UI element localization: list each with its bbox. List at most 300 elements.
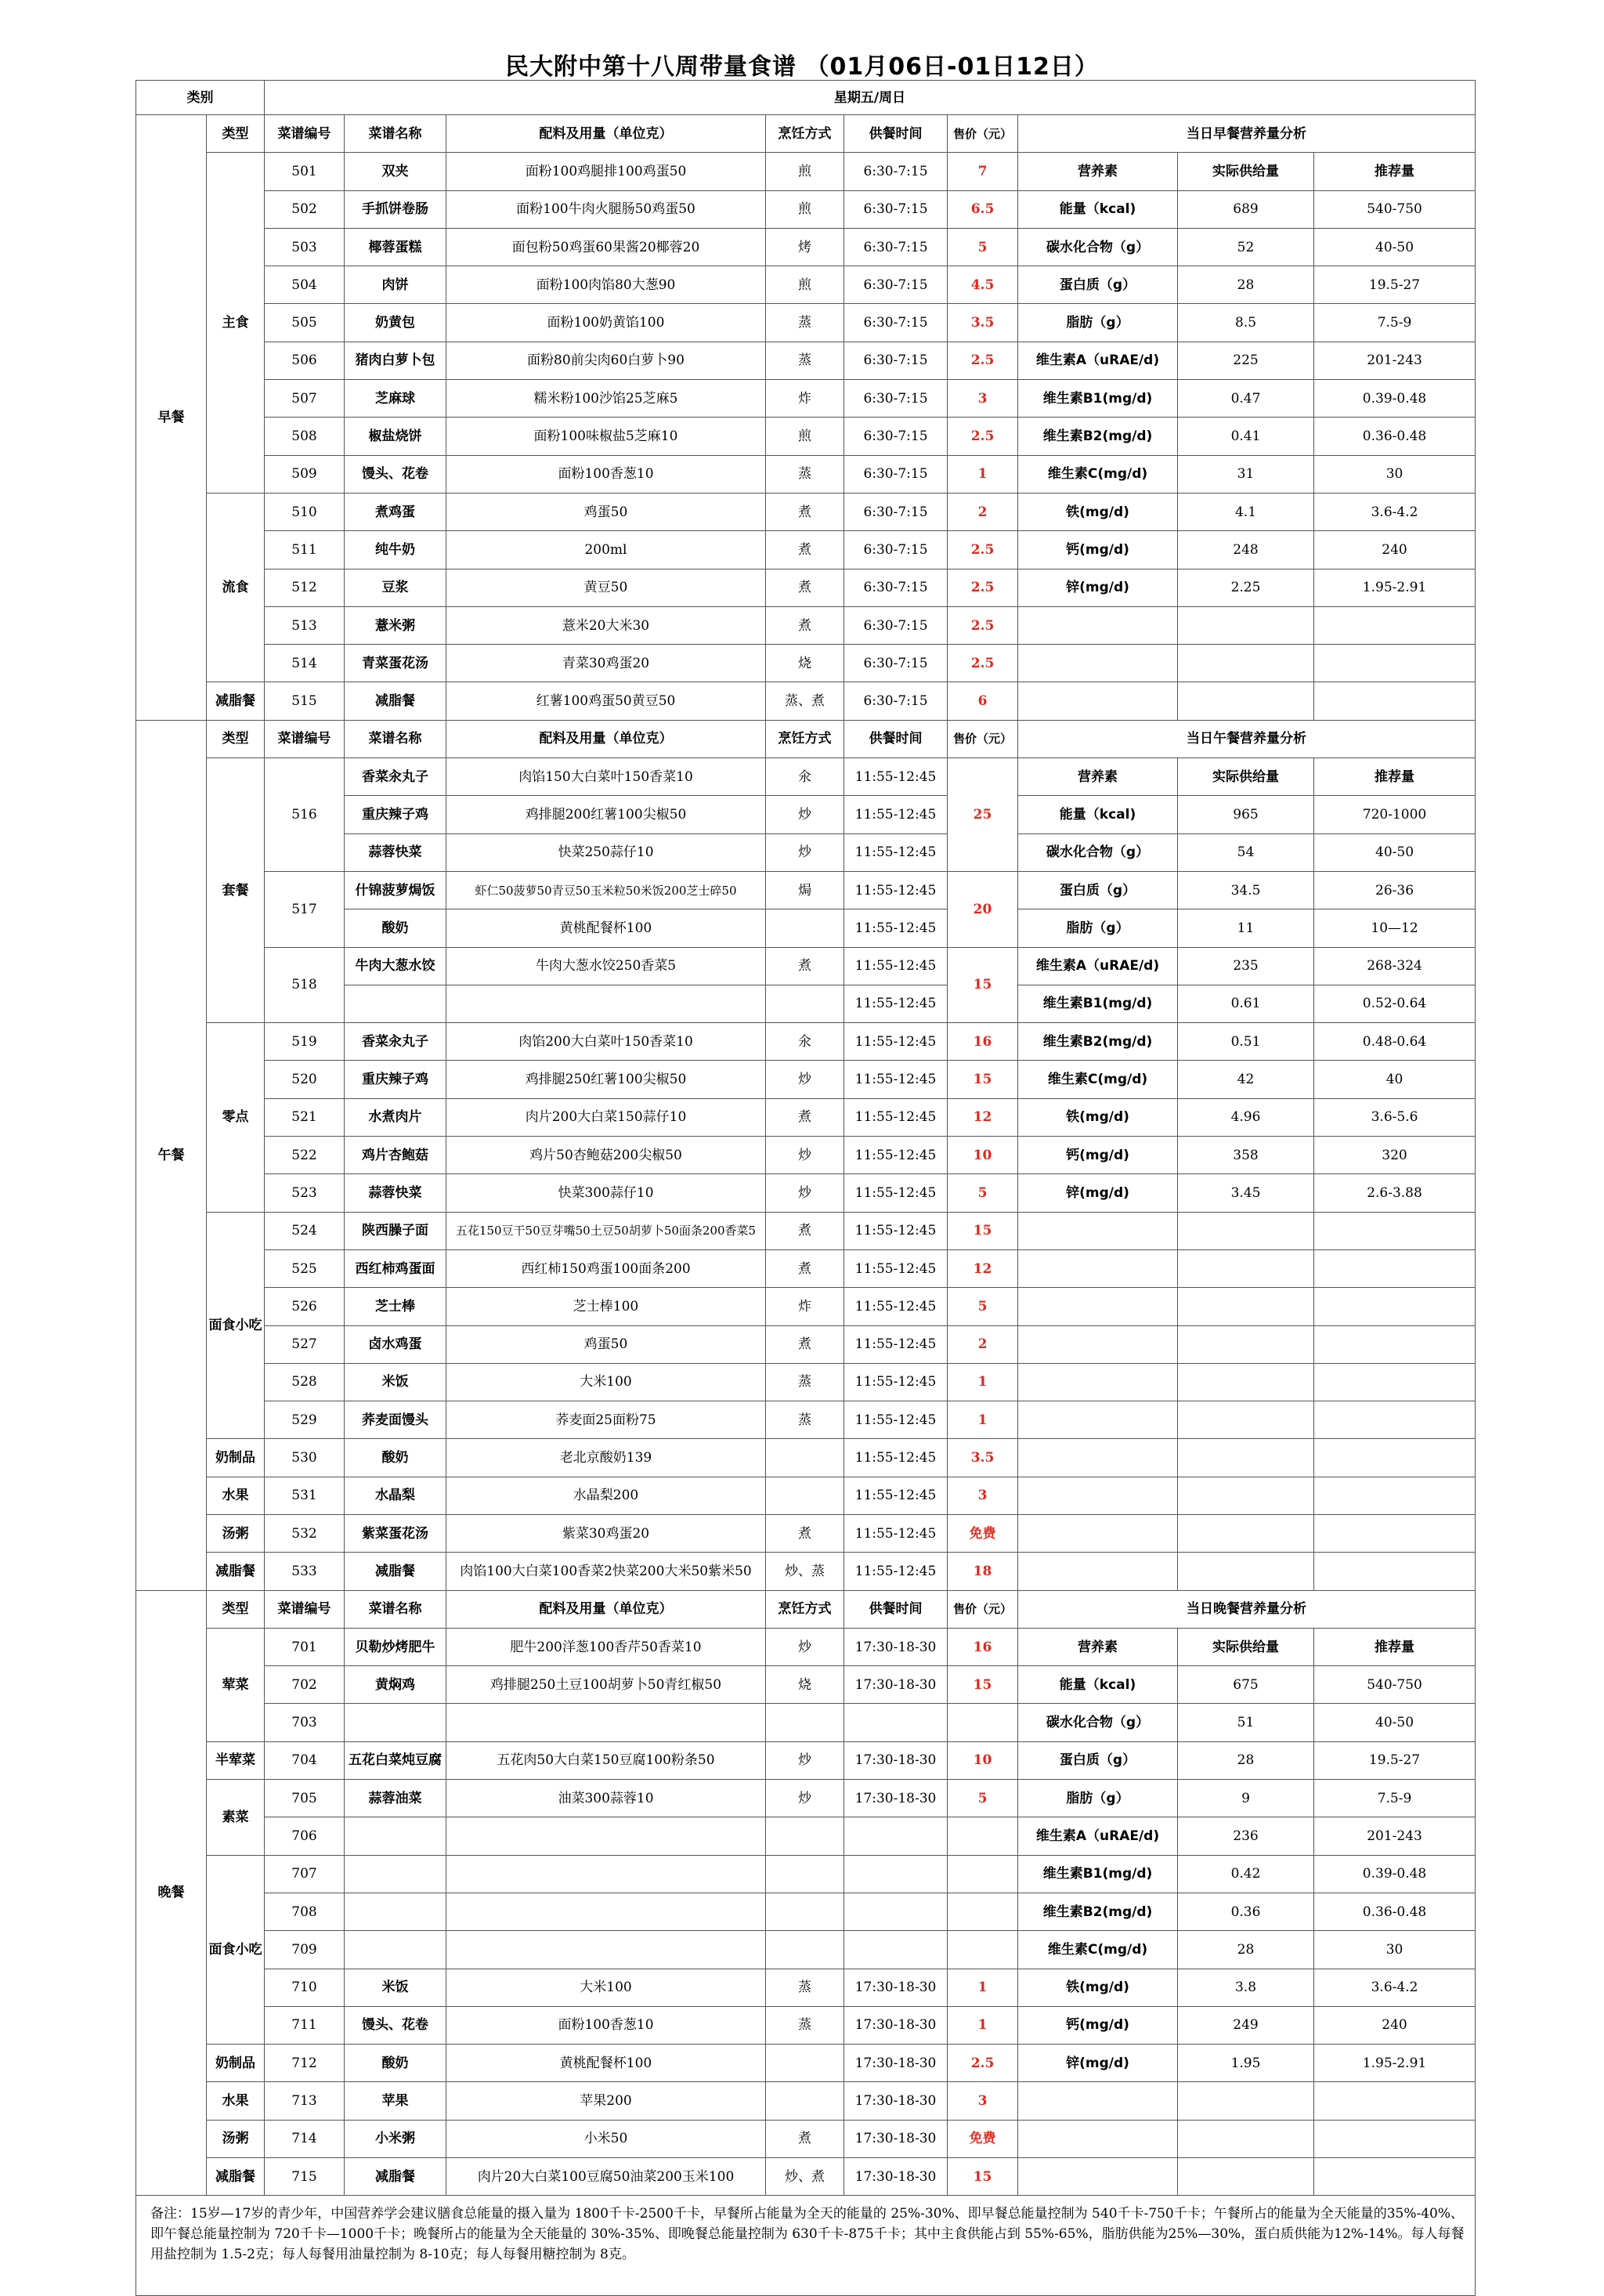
table-row [136, 2045, 1476, 2082]
table-row [136, 493, 1476, 530]
dish-price: 1 [948, 1401, 1018, 1439]
dish-price: 15 [948, 1212, 1018, 1249]
empty-cell [1018, 2120, 1178, 2157]
cook-method [766, 2045, 844, 2082]
table-row [136, 190, 1476, 228]
dish-code: 514 [265, 645, 345, 682]
dish-name: 双夹 [345, 153, 446, 190]
nutrient-actual: 0.47 [1178, 380, 1314, 418]
cook-method: 煎 [766, 418, 844, 455]
nutrient-name: 维生素B2(mg/d) [1018, 418, 1178, 455]
col-header-type: 类型 [207, 115, 265, 153]
dish-ingredients: 青菜30鸡蛋20 [446, 645, 766, 682]
serve-time: 6:30-7:15 [844, 266, 948, 304]
dish-code: 504 [265, 266, 345, 304]
cook-method: 煎 [766, 153, 844, 190]
nutrient-col-header: 营养素 [1018, 758, 1178, 796]
empty-cell [1178, 606, 1314, 644]
empty-cell [1314, 2120, 1476, 2157]
dish-price: 5 [948, 1288, 1018, 1325]
dish-ingredients: 糯米粉100沙馅25芝麻5 [446, 380, 766, 418]
serve-time [844, 1855, 948, 1893]
dish-price: 15 [948, 2158, 1018, 2196]
dish-name: 减脂餐 [345, 1553, 446, 1590]
nutrient-col-header: 营养素 [1018, 153, 1178, 190]
nutrient-actual: 28 [1178, 1931, 1314, 1969]
dish-ingredients: 鸡排腿200红薯100尖椒50 [446, 796, 766, 833]
dish-price: 16 [948, 1628, 1018, 1665]
dish-name: 蒜蓉快菜 [345, 1174, 446, 1212]
combo-price: 25 [948, 758, 1018, 872]
nutrient-recommended: 10—12 [1314, 909, 1476, 947]
empty-cell [1018, 1249, 1178, 1287]
nutrient-name: 钙(mg/d) [1018, 531, 1178, 569]
nutrient-name: 维生素C(mg/d) [1018, 1931, 1178, 1969]
dish-ingredients: 苹果200 [446, 2082, 766, 2120]
serve-time: 11:55-12:45 [844, 1553, 948, 1590]
empty-cell [1314, 606, 1476, 644]
cook-method: 氽 [766, 1023, 844, 1061]
menu-table-body [136, 81, 1476, 2296]
empty-cell [1314, 682, 1476, 720]
col-header-method: 烹饪方式 [766, 720, 844, 757]
type-half-meat: 半荤菜 [207, 1741, 265, 1779]
table-row [136, 947, 1476, 985]
dish-ingredients: 面粉100味椒盐5芝麻10 [446, 418, 766, 455]
dish-ingredients: 油菜300蒜蓉10 [446, 1780, 766, 1817]
empty-cell [1178, 1401, 1314, 1439]
dish-name: 椒盐烧饼 [345, 418, 446, 455]
nutrient-name: 维生素B1(mg/d) [1018, 985, 1178, 1022]
cook-method: 蒸、煮 [766, 682, 844, 720]
nutrient-name: 铁(mg/d) [1018, 1098, 1178, 1136]
nutrient-name: 脂肪（g） [1018, 909, 1178, 947]
dish-price: 1 [948, 1363, 1018, 1401]
dish-ingredients: 荞麦面25面粉75 [446, 1401, 766, 1439]
dish-price: 1 [948, 1969, 1018, 2006]
dish-ingredients: 肉馅150大白菜叶150香菜10 [446, 758, 766, 796]
table-row [136, 1514, 1476, 1552]
dish-code: 512 [265, 569, 345, 606]
nutrition-header: 当日午餐营养量分析 [1018, 720, 1476, 757]
nutrient-recommended: 30 [1314, 455, 1476, 493]
dish-code: 709 [265, 1931, 345, 1969]
dish-ingredients [446, 1855, 766, 1893]
dish-price: 2.5 [948, 606, 1018, 644]
empty-cell [1314, 1401, 1476, 1439]
table-row [136, 228, 1476, 266]
dish-price [948, 1817, 1018, 1855]
col-header-code: 菜谱编号 [265, 720, 345, 757]
empty-cell [1018, 1212, 1178, 1249]
col-header-method: 烹饪方式 [766, 1590, 844, 1628]
dish-price: 2.5 [948, 531, 1018, 569]
nutrient-actual: 248 [1178, 531, 1314, 569]
nutrient-actual: 225 [1178, 342, 1314, 379]
nutrient-recommended: 0.36-0.48 [1314, 1893, 1476, 1930]
serve-time: 17:30-18-30 [844, 1666, 948, 1704]
cook-method: 炒、蒸 [766, 1553, 844, 1590]
nutrient-recommended: 3.6-4.2 [1314, 1969, 1476, 2006]
dish-name: 米饭 [345, 1969, 446, 2006]
nutrient-actual: 236 [1178, 1817, 1314, 1855]
actual-col-header: 实际供给量 [1178, 153, 1314, 190]
dish-price: 2.5 [948, 418, 1018, 455]
dish-price: 2 [948, 493, 1018, 530]
serve-time: 11:55-12:45 [844, 1023, 948, 1061]
empty-cell [1018, 682, 1178, 720]
empty-cell [1018, 1477, 1178, 1514]
serve-time: 11:55-12:45 [844, 1401, 948, 1439]
empty-cell [1018, 606, 1178, 644]
nutrient-recommended: 30 [1314, 1931, 1476, 1969]
dish-name: 猪肉白萝卜包 [345, 342, 446, 379]
nutrient-recommended: 0.39-0.48 [1314, 1855, 1476, 1893]
dish-code: 505 [265, 304, 345, 342]
dish-ingredients: 面粉100鸡腿排100鸡蛋50 [446, 153, 766, 190]
col-header-price: 售价（元） [948, 115, 1018, 153]
table-row [136, 153, 1476, 190]
nutrient-recommended: 0.36-0.48 [1314, 418, 1476, 455]
serve-time: 11:55-12:45 [844, 796, 948, 833]
footnote: 备注：15岁—17岁的青少年，中国营养学会建议膳食总能量的摄入量为 1800千卡-2500千卡，早餐所占能量为全天的能量的 25%-30%、即早餐总能量控制为 540千卡-750千卡；午餐所占的能量为全天能量的35%-40%、即午餐总能量控制为 720千卡—1000千卡；晚餐所占的能量为全天能量的 30%-35%、即晚餐总能量控制为 630千卡-875千卡；其中主食供能占到 55%-65%，脂肪供能为25%—30%，蛋白质供能为12%-14%。每人每餐用盐控制为 1.5-2克；每人每餐用油量控制为 8-10克；每人每餐用糖控制为 8克。 [136, 2196, 1476, 2296]
nutrient-name: 能量（kcal) [1018, 796, 1178, 833]
dish-ingredients: 大米100 [446, 1969, 766, 2006]
nutrient-recommended: 240 [1314, 531, 1476, 569]
table-row [136, 115, 1476, 153]
dish-name: 紫菜蛋花汤 [345, 1514, 446, 1552]
nutrient-recommended: 7.5-9 [1314, 1780, 1476, 1817]
table-row [136, 1704, 1476, 1741]
dish-name: 水晶梨 [345, 1477, 446, 1514]
nutrient-actual: 358 [1178, 1137, 1314, 1174]
dish-name: 小米粥 [345, 2120, 446, 2157]
dish-code: 530 [265, 1439, 345, 1477]
dish-name [345, 1855, 446, 1893]
nutrient-recommended: 26-36 [1314, 871, 1476, 909]
col-header-name: 菜谱名称 [345, 115, 446, 153]
dish-ingredients [446, 1893, 766, 1930]
dish-name: 五花白菜炖豆腐 [345, 1741, 446, 1779]
table-row [136, 1439, 1476, 1477]
empty-cell [1314, 1325, 1476, 1363]
nutrient-actual: 965 [1178, 796, 1314, 833]
cook-method: 煮 [766, 1514, 844, 1552]
table-row [136, 1741, 1476, 1779]
empty-cell [1178, 645, 1314, 682]
recommended-col-header: 推荐量 [1314, 758, 1476, 796]
table-row [136, 1023, 1476, 1061]
nutrient-recommended: 7.5-9 [1314, 304, 1476, 342]
col-header-price: 售价（元） [948, 720, 1018, 757]
table-row [136, 569, 1476, 606]
empty-cell [1178, 2082, 1314, 2120]
dish-price: 10 [948, 1741, 1018, 1779]
nutrient-name: 维生素A（uRAE/d) [1018, 947, 1178, 985]
type-staple: 主食 [207, 153, 265, 494]
table-row [136, 720, 1476, 757]
empty-cell [1178, 2158, 1314, 2196]
dish-price: 2.5 [948, 645, 1018, 682]
nutrient-name: 锌(mg/d) [1018, 2045, 1178, 2082]
dish-ingredients: 虾仁50菠萝50青豆50玉米粒50米饭200芝士碎50 [446, 871, 766, 909]
dish-price: 6.5 [948, 190, 1018, 228]
nutrient-recommended: 201-243 [1314, 1817, 1476, 1855]
empty-cell [1314, 1249, 1476, 1287]
nutrient-recommended: 0.48-0.64 [1314, 1023, 1476, 1061]
serve-time: 6:30-7:15 [844, 342, 948, 379]
cook-method: 煮 [766, 1249, 844, 1287]
cook-method [766, 1704, 844, 1741]
serve-time: 6:30-7:15 [844, 455, 948, 493]
table-row [136, 531, 1476, 569]
empty-cell [1314, 1553, 1476, 1590]
dish-ingredients: 肉馅200大白菜叶150香菜10 [446, 1023, 766, 1061]
serve-time: 6:30-7:15 [844, 606, 948, 644]
dish-code: 713 [265, 2082, 345, 2120]
dish-ingredients: 老北京酸奶139 [446, 1439, 766, 1477]
dish-name: 水煮肉片 [345, 1098, 446, 1136]
actual-col-header: 实际供给量 [1178, 758, 1314, 796]
dish-ingredients: 200ml [446, 531, 766, 569]
nutrient-recommended: 3.6-4.2 [1314, 493, 1476, 530]
nutrient-recommended: 40-50 [1314, 833, 1476, 871]
cook-method: 炒 [766, 833, 844, 871]
nutrient-name: 锌(mg/d) [1018, 569, 1178, 606]
nutrient-recommended: 540-750 [1314, 190, 1476, 228]
dish-name: 蒜蓉快菜 [345, 833, 446, 871]
table-row [136, 1628, 1476, 1665]
serve-time: 11:55-12:45 [844, 833, 948, 871]
serve-time: 17:30-18-30 [844, 1969, 948, 2006]
empty-cell [1178, 2120, 1314, 2157]
nutrient-recommended: 0.39-0.48 [1314, 380, 1476, 418]
cook-method: 煮 [766, 1098, 844, 1136]
dish-ingredients [446, 1817, 766, 1855]
empty-cell [1178, 1325, 1314, 1363]
dish-ingredients: 鸡排腿250红薯100尖椒50 [446, 1061, 766, 1098]
serve-time: 17:30-18-30 [844, 2006, 948, 2044]
serve-time: 11:55-12:45 [844, 1212, 948, 1249]
dish-price: 3 [948, 380, 1018, 418]
serve-time: 6:30-7:15 [844, 645, 948, 682]
cook-method [766, 1931, 844, 1969]
dish-name: 酸奶 [345, 1439, 446, 1477]
serve-time: 11:55-12:45 [844, 1137, 948, 1174]
serve-time: 11:55-12:45 [844, 985, 948, 1022]
table-row [136, 2158, 1476, 2196]
dish-price: 5 [948, 228, 1018, 266]
dish-ingredients: 黄桃配餐杯100 [446, 2045, 766, 2082]
dish-name: 减脂餐 [345, 2158, 446, 2196]
dish-ingredients: 五花肉50大白菜150豆腐100粉条50 [446, 1741, 766, 1779]
table-row [136, 1098, 1476, 1136]
table-row [136, 455, 1476, 493]
table-row [136, 1061, 1476, 1098]
cook-method: 焗 [766, 871, 844, 909]
dish-name: 卤水鸡蛋 [345, 1325, 446, 1363]
dish-name: 馒头、花卷 [345, 2006, 446, 2044]
table-row [136, 1288, 1476, 1325]
day-header: 星期五/周日 [265, 81, 1476, 115]
dish-code: 710 [265, 1969, 345, 2006]
serve-time: 6:30-7:15 [844, 493, 948, 530]
table-row [136, 1553, 1476, 1590]
dish-price: 3.5 [948, 304, 1018, 342]
dish-name: 贝勒炒烤肥牛 [345, 1628, 446, 1665]
dish-code: 506 [265, 342, 345, 379]
cook-method: 煮 [766, 569, 844, 606]
serve-time: 11:55-12:45 [844, 947, 948, 985]
dish-price [948, 1893, 1018, 1930]
cook-method [766, 909, 844, 947]
nutrient-name: 维生素B1(mg/d) [1018, 1855, 1178, 1893]
dish-code: 527 [265, 1325, 345, 1363]
nutrient-name: 钙(mg/d) [1018, 2006, 1178, 2044]
table-row [136, 81, 1476, 115]
dish-name: 手抓饼卷肠 [345, 190, 446, 228]
cook-method: 蒸 [766, 1969, 844, 2006]
table-row [136, 1137, 1476, 1174]
dish-ingredients: 面粉100肉馅80大葱90 [446, 266, 766, 304]
dish-ingredients [446, 985, 766, 1022]
dish-code: 532 [265, 1514, 345, 1552]
recommended-col-header: 推荐量 [1314, 153, 1476, 190]
cook-method: 炒 [766, 1174, 844, 1212]
type-snack: 零点 [207, 1023, 265, 1212]
nutrient-name: 钙(mg/d) [1018, 1137, 1178, 1174]
nutrient-name: 锌(mg/d) [1018, 1174, 1178, 1212]
nutrient-recommended: 1.95-2.91 [1314, 569, 1476, 606]
dish-ingredients: 快菜250蒜仔10 [446, 833, 766, 871]
serve-time: 11:55-12:45 [844, 1363, 948, 1401]
dish-price: 2.5 [948, 2045, 1018, 2082]
empty-cell [1314, 1212, 1476, 1249]
dish-name: 重庆辣子鸡 [345, 796, 446, 833]
dish-name: 牛肉大葱水饺 [345, 947, 446, 985]
table-row [136, 606, 1476, 644]
dish-ingredients: 肉片200大白菜150蒜仔10 [446, 1098, 766, 1136]
col-header-name: 菜谱名称 [345, 720, 446, 757]
serve-time: 6:30-7:15 [844, 228, 948, 266]
dish-name: 减脂餐 [345, 682, 446, 720]
dish-ingredients: 鸡排腿250土豆100胡萝卜50青红椒50 [446, 1666, 766, 1704]
dish-code: 531 [265, 1477, 345, 1514]
nutrient-actual: 4.96 [1178, 1098, 1314, 1136]
dish-price: 5 [948, 1780, 1018, 1817]
empty-cell [1314, 1477, 1476, 1514]
dish-name: 香菜汆丸子 [345, 1023, 446, 1061]
col-header-price: 售价（元） [948, 1590, 1018, 1628]
table-row [136, 380, 1476, 418]
serve-time: 11:55-12:45 [844, 1174, 948, 1212]
dish-code: 712 [265, 2045, 345, 2082]
serve-time: 6:30-7:15 [844, 380, 948, 418]
nutrient-recommended: 240 [1314, 2006, 1476, 2044]
nutrient-name: 脂肪（g） [1018, 304, 1178, 342]
dish-ingredients: 薏米20大米30 [446, 606, 766, 644]
nutrient-actual: 3.45 [1178, 1174, 1314, 1212]
serve-time [844, 1931, 948, 1969]
empty-cell [1314, 645, 1476, 682]
nutrient-actual: 28 [1178, 266, 1314, 304]
dish-price: 1 [948, 2006, 1018, 2044]
dish-code: 522 [265, 1137, 345, 1174]
serve-time: 6:30-7:15 [844, 682, 948, 720]
dish-price: 1 [948, 455, 1018, 493]
cook-method: 炒 [766, 1741, 844, 1779]
serve-time: 11:55-12:45 [844, 758, 948, 796]
dish-name: 青菜蛋花汤 [345, 645, 446, 682]
cook-method: 煮 [766, 531, 844, 569]
dish-price: 2.5 [948, 569, 1018, 606]
dish-ingredients: 面粉100香葱10 [446, 455, 766, 493]
nutrient-recommended: 540-750 [1314, 1666, 1476, 1704]
nutrient-actual: 51 [1178, 1704, 1314, 1741]
nutrient-actual: 11 [1178, 909, 1314, 947]
nutrient-name: 能量（kcal) [1018, 190, 1178, 228]
nutrient-actual: 689 [1178, 190, 1314, 228]
serve-time [844, 1817, 948, 1855]
type-veg: 素菜 [207, 1780, 265, 1856]
cook-method: 煮 [766, 606, 844, 644]
dish-price: 3 [948, 2082, 1018, 2120]
nutrient-recommended: 201-243 [1314, 342, 1476, 379]
dish-price: 免费 [948, 2120, 1018, 2157]
empty-cell [1178, 682, 1314, 720]
empty-cell [1178, 1249, 1314, 1287]
cook-method: 炒 [766, 796, 844, 833]
dish-ingredients: 紫菜30鸡蛋20 [446, 1514, 766, 1552]
dish-name: 重庆辣子鸡 [345, 1061, 446, 1098]
table-row [136, 1477, 1476, 1514]
nutrient-actual: 0.51 [1178, 1023, 1314, 1061]
dish-ingredients: 小米50 [446, 2120, 766, 2157]
table-row [136, 758, 1476, 796]
type-diet: 减脂餐 [207, 2158, 265, 2196]
empty-cell [1018, 1439, 1178, 1477]
nutrient-name: 维生素B2(mg/d) [1018, 1023, 1178, 1061]
dish-ingredients: 大米100 [446, 1363, 766, 1401]
type-dairy: 奶制品 [207, 2045, 265, 2082]
cook-method: 炒 [766, 1628, 844, 1665]
table-row [136, 2006, 1476, 2044]
col-header-time: 供餐时间 [844, 720, 948, 757]
nutrient-name: 能量（kcal) [1018, 1666, 1178, 1704]
dish-code: 511 [265, 531, 345, 569]
dish-price [948, 1931, 1018, 1969]
nutrient-name: 碳水化合物（g） [1018, 1704, 1178, 1741]
dish-ingredients: 黄桃配餐杯100 [446, 909, 766, 947]
serve-time: 6:30-7:15 [844, 418, 948, 455]
dish-code: 708 [265, 1893, 345, 1930]
col-header-time: 供餐时间 [844, 115, 948, 153]
cook-method: 烤 [766, 228, 844, 266]
serve-time: 11:55-12:45 [844, 1098, 948, 1136]
dish-price: 16 [948, 1023, 1018, 1061]
dish-ingredients: 水晶梨200 [446, 1477, 766, 1514]
table-row [136, 2120, 1476, 2157]
cook-method [766, 985, 844, 1022]
nutrient-actual: 235 [1178, 947, 1314, 985]
cook-method: 炸 [766, 1288, 844, 1325]
serve-time: 6:30-7:15 [844, 531, 948, 569]
dish-code: 521 [265, 1098, 345, 1136]
nutrient-actual: 34.5 [1178, 871, 1314, 909]
dish-name: 薏米粥 [345, 606, 446, 644]
nutrient-name: 碳水化合物（g） [1018, 228, 1178, 266]
col-header-type: 类型 [207, 720, 265, 757]
